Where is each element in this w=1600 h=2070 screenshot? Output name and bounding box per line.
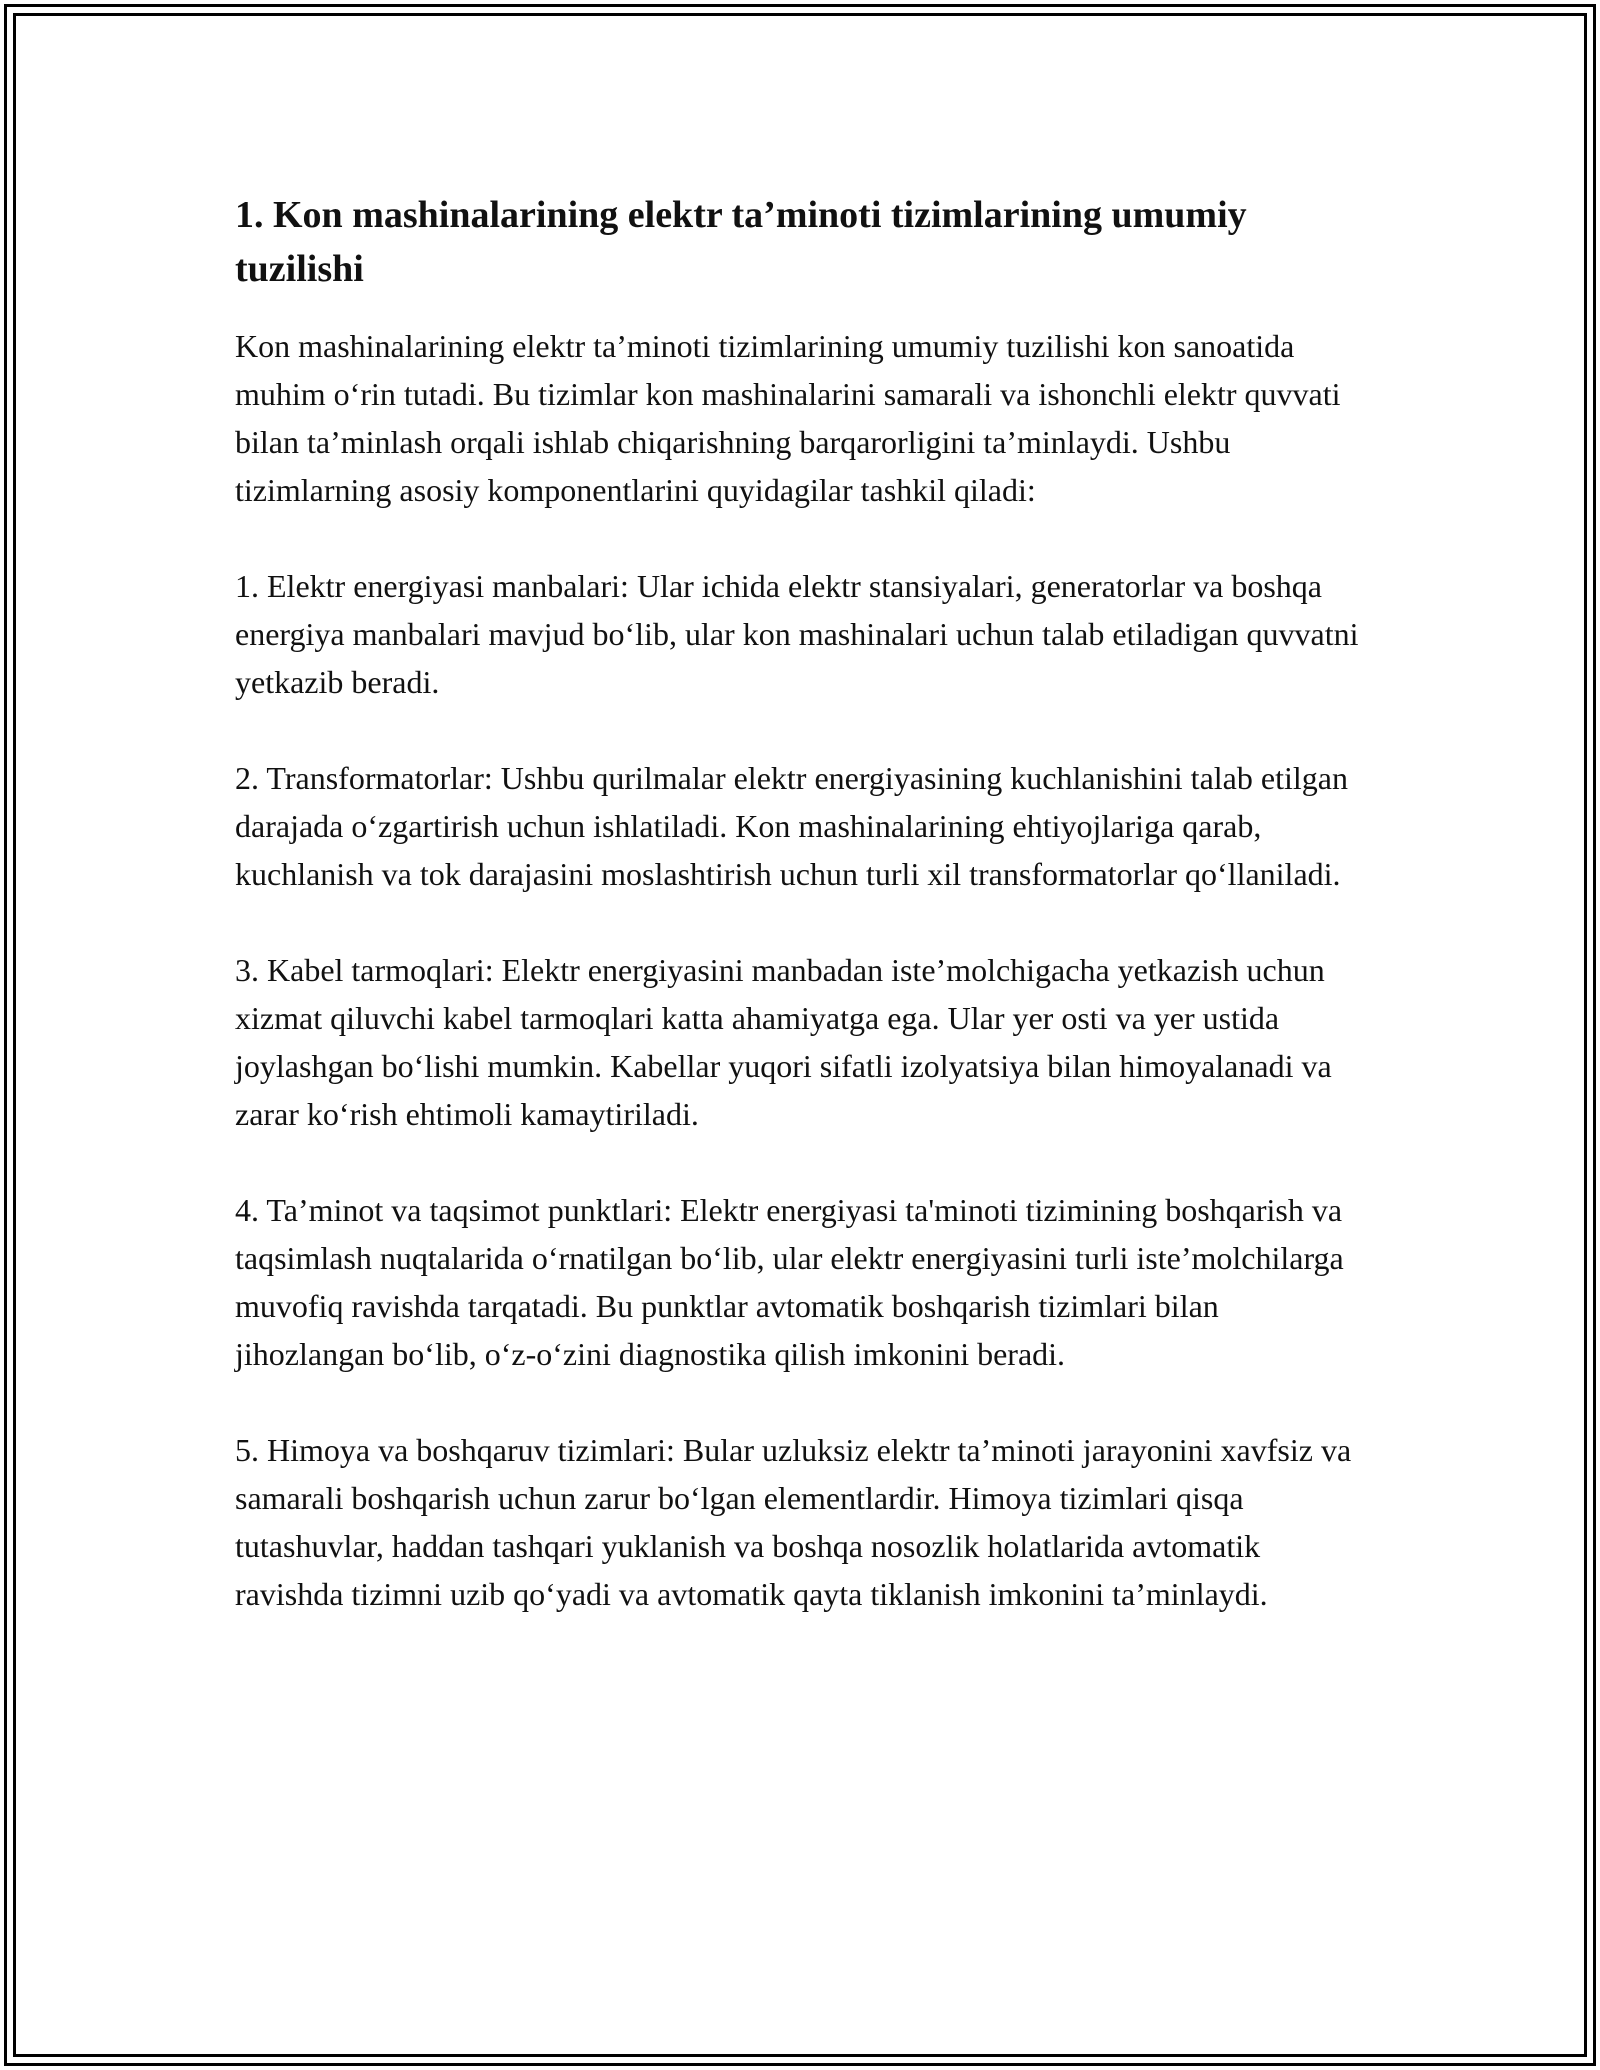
list-item-supply-points: 4. Ta’minot va taqsimot punktlari: Elektr energiyasi ta'minoti tizimining boshqarish va taqsimlash nuqtalarida o‘rnatilgan bo‘lib, ular elektr energiyasini turli iste’molchilarga muvofiq ravishda tarqatadi. Bu punktlar avtomatik boshqarish tizimlari bilan jihozlangan bo‘lib, o‘z-o‘zini diagnostika qilish imkonini beradi.	[235, 1192, 1344, 1372]
list-item-energy-sources: 1. Elektr energiyasi manbalari: Ular ichida elektr stansiyalari, generatorlar va boshqa energiya manbalari mavjud bo‘lib, ular kon mashinalari uchun talab etiladigan quvvatni yetkazib beradi.	[235, 568, 1359, 700]
list-item-transformers: 2. Transformatorlar: Ushbu qurilmalar elektr energiyasining kuchlanishini talab etilgan darajada o‘zgartirish uchun ishlatiladi. Kon mashinalarining ehtiyojlariga qarab, kuchlanish va tok darajasini moslashtirish uchun turli xil transformatorlar qo‘llaniladi.	[235, 760, 1348, 892]
list-item-cable-networks: 3. Kabel tarmoqlari: Elektr energiyasini manbadan iste’molchigacha yetkazish uchun xizmat qiluvchi kabel tarmoqlari katta ahamiyatga ega. Ular yer osti va yer ustida joylashgan bo‘lishi mumkin. Kabellar yuqori sifatli izolyatsiya bilan himoyalanadi va zarar ko‘rish ehtimoli kamaytiriladi.	[235, 952, 1332, 1132]
document-body	[235, 188, 1365, 1666]
section-title: 1. Kon mashinalarining elektr ta’minoti tizimlarining umumiy tuzilishi	[235, 194, 1247, 290]
intro-paragraph: Kon mashinalarining elektr ta’minoti tizimlarining umumiy tuzilishi kon sanoatida muhim o‘rin tutadi. Bu tizimlar kon mashinalarini samarali va ishonchli elektr quvvati bilan ta’minlash orqali ishlab chiqarishning barqarorligini ta’minlaydi. Ushbu tizimlarning asosiy komponentlarini quyidagilar tashkil qiladi:	[235, 328, 1341, 508]
list-item-protection-systems: 5. Himoya va boshqaruv tizimlari: Bular uzluksiz elektr ta’minoti jarayonini xavfsiz va samarali boshqarish uchun zarur bo‘lgan elementlardir. Himoya tizimlari qisqa tutashuvlar, haddan tashqari yuklanish va boshqa nosozlik holatlarida avtomatik ravishda tizimni uzib qo‘yadi va avtomatik qayta tiklanish imkonini ta’minlaydi.	[235, 1432, 1352, 1612]
